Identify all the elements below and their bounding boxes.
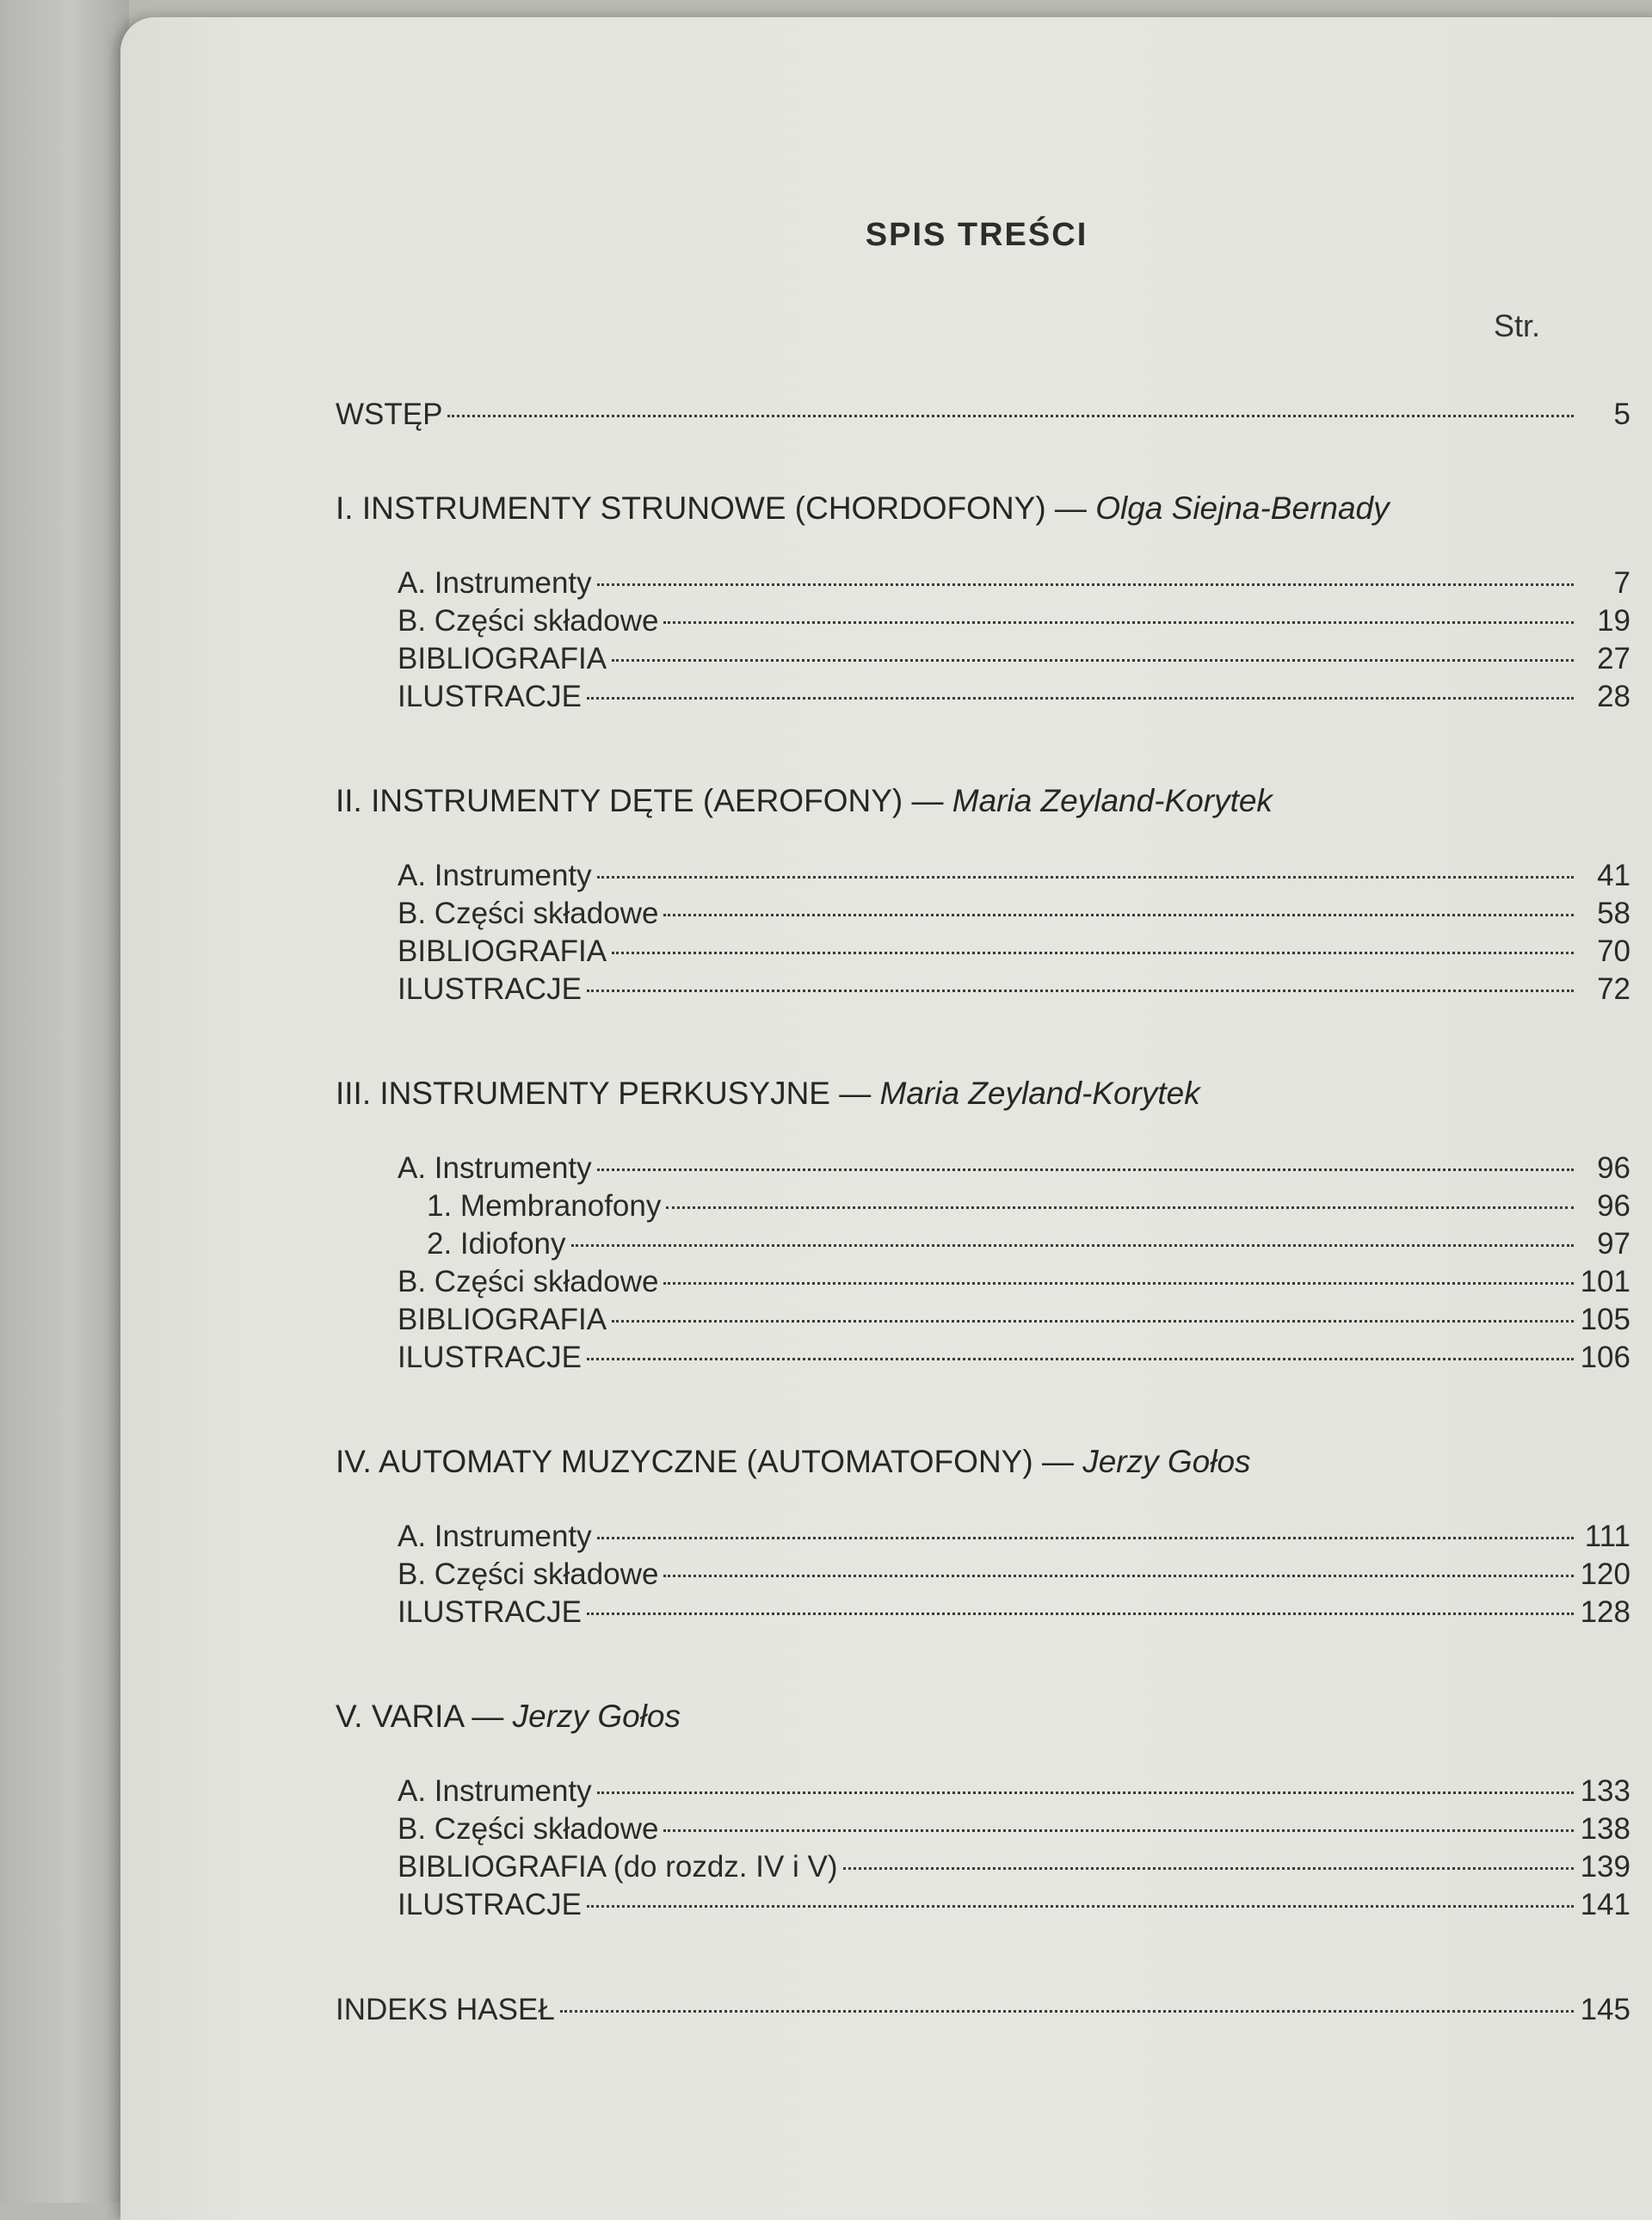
toc-entry-page: 133 [1580,1774,1630,1808]
toc-entry-page: 27 [1597,642,1630,675]
toc-entry [336,1150,1630,1187]
toc-entry-page: 58 [1597,897,1630,930]
chapter-title: II. INSTRUMENTY DĘTE (AEROFONY) — [336,783,944,818]
toc-entry-label: B. Części składowe [398,604,659,638]
toc-entry-label: BIBLIOGRAFIA (do rozdz. IV i V) [398,1850,838,1884]
leader-dots [447,415,1574,417]
toc-entry [336,1518,1630,1556]
toc-entry-page: 106 [1580,1341,1630,1374]
toc-entry-label: B. Części składowe [398,1812,659,1846]
chapter-author: Jerzy Gołos [512,1699,681,1734]
toc-subentry [336,1187,1630,1225]
chapter-author: Maria Zeyland-Korytek [952,783,1273,818]
toc-entry-label: ILUSTRACJE [398,1341,582,1374]
toc-entry [336,678,1630,716]
toc-entry-label: WSTĘP [336,398,443,431]
toc-entry-page: 72 [1597,972,1630,1006]
leader-dots [587,990,1574,992]
toc-entry-page: 101 [1580,1265,1630,1298]
book-spine [0,0,129,2203]
leader-dots [663,1575,1574,1577]
toc-entry-label: ILUSTRACJE [398,1595,582,1629]
page-title: SPIS TREŚCI [865,217,1088,253]
toc-entry-label: B. Części składowe [398,1265,659,1298]
toc-entry-page: 128 [1580,1595,1630,1629]
toc-entry [336,933,1630,971]
toc-entry-page: 41 [1597,859,1630,892]
chapter-author: Maria Zeyland-Korytek [879,1076,1200,1111]
table-of-contents [336,396,1630,2029]
leader-dots [663,621,1574,624]
toc-entry-label: A. Instrumenty [398,859,592,892]
chapter-author: Olga Siejna-Bernady [1095,490,1390,526]
toc-entry [336,602,1630,640]
toc-entry-page: 96 [1597,1151,1630,1185]
chapter-2 [336,783,1630,1008]
toc-entry [336,857,1630,895]
leader-dots [597,583,1574,586]
leader-dots [663,1282,1574,1285]
toc-entry-page: 138 [1580,1812,1630,1846]
toc-entry [336,1810,1630,1848]
toc-entry [336,1886,1630,1924]
leader-dots [587,1613,1574,1615]
toc-entry [336,640,1630,678]
toc-entry-page: 7 [1613,566,1630,600]
toc-entry-label: ILUSTRACJE [398,972,582,1006]
toc-entry-label: BIBLIOGRAFIA [398,1303,607,1336]
toc-entry-label: BIBLIOGRAFIA [398,642,607,675]
chapter-heading [336,783,1630,819]
toc-subentry [336,1225,1630,1263]
leader-dots [597,1169,1574,1171]
chapter-heading [336,1076,1630,1112]
leader-dots [587,1358,1574,1360]
chapter-3 [336,1076,1630,1377]
toc-entry-label: A. Instrumenty [398,1774,592,1808]
toc-entry-page: 141 [1580,1888,1630,1921]
leader-dots [587,1905,1574,1908]
toc-entry-page: 105 [1580,1303,1630,1336]
toc-entry [336,1556,1630,1594]
toc-entry-label: 2. Idiofony [427,1227,566,1261]
chapter-heading [336,1444,1630,1480]
leader-dots [612,1320,1574,1323]
leader-dots [597,876,1574,879]
toc-entry-intro [336,396,1630,434]
leader-dots [666,1206,1574,1209]
toc-entry-label: 1. Membranofony [427,1189,662,1223]
toc-entry-label: A. Instrumenty [398,566,592,600]
toc-entry [336,1301,1630,1339]
toc-entry-page: 145 [1580,1993,1630,2026]
leader-dots [663,914,1574,916]
leader-dots [843,1867,1574,1870]
leader-dots [587,697,1574,700]
toc-entry [336,1263,1630,1301]
toc-entry [336,971,1630,1008]
toc-entry-page: 97 [1597,1227,1630,1261]
chapter-1 [336,490,1630,716]
chapter-heading [336,490,1630,527]
toc-entry-index [336,1991,1630,2029]
toc-entry-label: A. Instrumenty [398,1520,592,1553]
toc-entry [336,1848,1630,1886]
toc-entry-page: 120 [1580,1557,1630,1591]
toc-entry [336,895,1630,933]
chapter-4 [336,1444,1630,1631]
leader-dots [560,2010,1574,2013]
toc-entry [336,1339,1630,1377]
book-page [120,17,1652,2220]
chapter-heading [336,1699,1630,1735]
toc-entry-label: B. Części składowe [398,897,659,930]
leader-dots [597,1791,1574,1794]
chapter-title: V. VARIA — [336,1699,504,1734]
toc-entry-page: 5 [1613,398,1630,431]
toc-entry-label: ILUSTRACJE [398,1888,582,1921]
toc-entry-page: 139 [1580,1850,1630,1884]
chapter-title: IV. AUTOMATY MUZYCZNE (AUTOMATOFONY) — [336,1444,1074,1479]
chapter-title: I. INSTRUMENTY STRUNOWE (CHORDOFONY) — [336,490,1087,526]
toc-entry-page: 70 [1597,934,1630,968]
toc-entry-page: 19 [1597,604,1630,638]
leader-dots [571,1244,1575,1247]
toc-entry-label: INDEKS HASEŁ [336,1993,555,2026]
toc-entry [336,1773,1630,1810]
leader-dots [663,1829,1574,1832]
chapter-5 [336,1699,1630,1924]
toc-entry-page: 28 [1597,680,1630,713]
toc-entry-label: ILUSTRACJE [398,680,582,713]
toc-entry-page: 111 [1584,1520,1630,1553]
toc-entry [336,1594,1630,1631]
leader-dots [597,1537,1574,1539]
toc-entry-label: BIBLIOGRAFIA [398,934,607,968]
toc-entry [336,564,1630,602]
leader-dots [612,952,1574,954]
toc-entry-page: 96 [1597,1189,1630,1223]
leader-dots [612,659,1574,662]
toc-entry-label: B. Części składowe [398,1557,659,1591]
chapter-title: III. INSTRUMENTY PERKUSYJNE — [336,1076,872,1111]
chapter-author: Jerzy Gołos [1082,1444,1251,1479]
page-column-label: Str. [1493,308,1540,343]
toc-entry-label: A. Instrumenty [398,1151,592,1185]
